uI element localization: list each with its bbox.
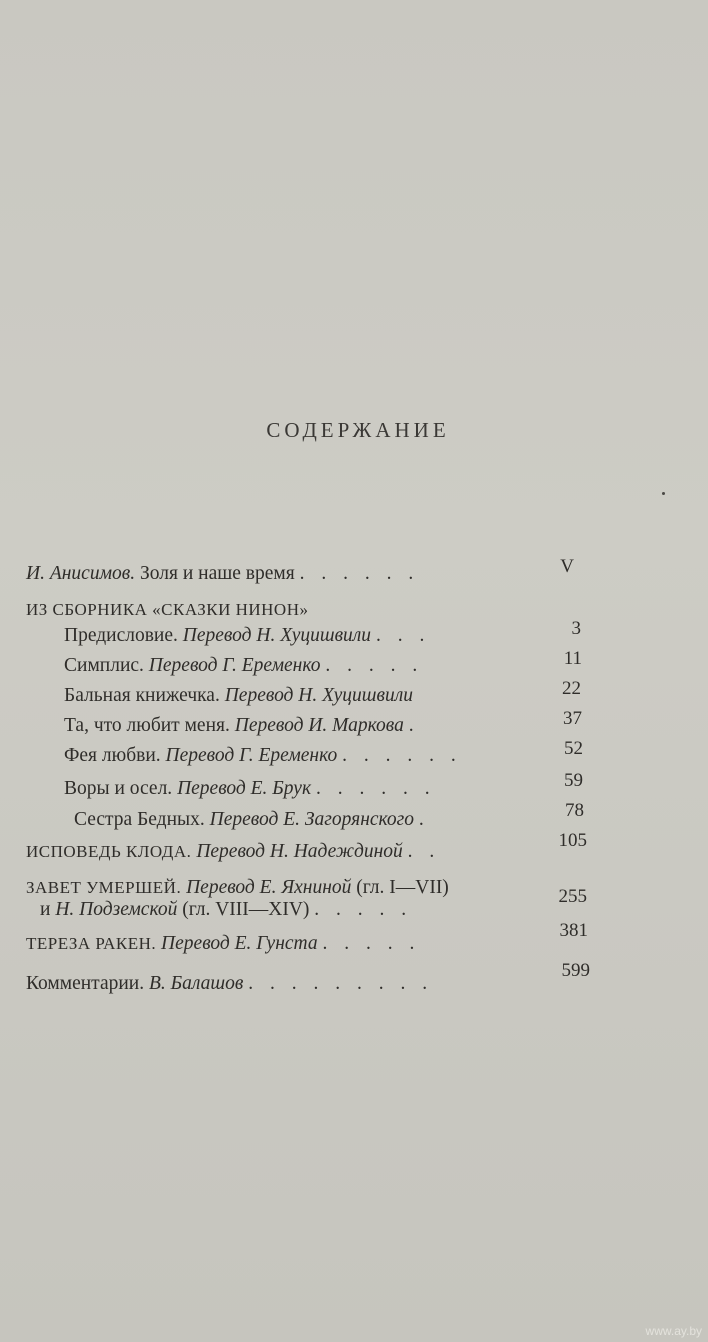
entry-page-number: 3	[571, 618, 581, 639]
entry-leader-dots: . . . . . .	[299, 563, 420, 584]
entry-leader-dots: . . . . . .	[342, 745, 462, 766]
entry-translator: Перевод И. Маркова	[234, 715, 404, 736]
entry-translator: Перевод Н. Хуцишвили	[224, 685, 413, 706]
entry-page-number: 255	[558, 886, 587, 907]
entry-page-number: 37	[563, 708, 582, 729]
entry-title: Симплис.	[64, 655, 144, 676]
toc-entry	[64, 624, 430, 648]
entry-title: Та, что любит меня.	[64, 715, 230, 736]
toc-entry	[26, 840, 440, 864]
entry-chapters: (гл. VIII—XIV)	[182, 899, 310, 920]
entry-title: Комментарии.	[26, 973, 145, 994]
entry-author: И. Анисимов.	[26, 563, 136, 584]
entry-translator: Перевод Н. Надеждиной	[196, 841, 403, 862]
entry-leader-dots: .	[418, 809, 430, 830]
entry-leader-dots: . . . . .	[314, 899, 413, 920]
entry-page-number: 59	[564, 770, 583, 791]
entry-page-number: V	[560, 556, 574, 577]
paper-speck	[662, 492, 665, 495]
watermark: www.ay.by	[645, 1324, 702, 1338]
entry-translator: Перевод Е. Гунста	[161, 933, 318, 954]
toc-entry	[64, 684, 413, 708]
toc-entry	[26, 932, 420, 956]
entry-page-number: 78	[565, 800, 584, 821]
entry-page-number: 52	[564, 738, 583, 759]
entry-leader-dots: . .	[407, 841, 441, 862]
toc-entry	[64, 654, 423, 678]
entry-leader-dots: . . . . . . . . .	[248, 973, 434, 994]
entry-translator: Н. Подземской	[55, 899, 178, 920]
toc-entry-continuation	[40, 898, 412, 922]
entry-leader-dots: . . .	[375, 625, 431, 646]
entry-translator: Перевод Г. Еременко	[148, 655, 321, 676]
entry-title: ИСПОВЕДЬ КЛОДА.	[26, 842, 192, 861]
entry-leader-dots: .	[408, 715, 420, 736]
page-title: СОДЕРЖАНИЕ	[266, 418, 450, 442]
entry-title: Бальная книжечка.	[64, 685, 220, 706]
entry-translator: В. Балашов	[148, 973, 244, 994]
entry-page-number: 381	[559, 920, 588, 941]
entry-title: ТЕРЕЗА РАКЕН.	[26, 934, 157, 953]
entry-title: Воры и осел.	[64, 778, 173, 799]
entry-page-number: 22	[562, 678, 581, 699]
entry-title: и	[40, 899, 51, 920]
entry-leader-dots: . . . . .	[325, 655, 424, 676]
entry-translator: Перевод Е. Загорянского	[209, 809, 415, 830]
entry-leader-dots: . . . . . .	[315, 778, 436, 799]
toc-entry	[64, 777, 436, 801]
toc-entry	[26, 972, 433, 996]
entry-translator: Перевод Н. Хуцишвили	[182, 625, 372, 646]
toc-entry	[74, 808, 430, 832]
toc-entry	[64, 744, 462, 768]
entry-translator: Перевод Г. Еременко	[165, 745, 338, 766]
entry-title: Золя и наше время	[139, 563, 295, 584]
entry-page-number: 599	[561, 960, 590, 981]
toc-section-heading: ИЗ СБОРНИКА «СКАЗКИ НИНОН»	[26, 600, 309, 619]
entry-page-number: 105	[558, 830, 587, 851]
entry-translator: Перевод Е. Яхниной	[186, 877, 352, 898]
entry-page-number: 11	[563, 648, 582, 669]
entry-title: Сестра Бедных.	[74, 809, 205, 830]
entry-title: Предисловие.	[64, 625, 178, 646]
toc-entry-introduction	[26, 562, 419, 586]
entry-title: Фея любви.	[64, 745, 161, 766]
entry-chapters: (гл. I—VII)	[356, 877, 449, 898]
entry-title: ЗАВЕТ УМЕРШЕЙ.	[26, 878, 182, 897]
entry-leader-dots: . . . . .	[322, 933, 421, 954]
toc-entry	[64, 714, 420, 738]
toc-entry	[26, 876, 449, 900]
entry-translator: Перевод Е. Брук	[177, 778, 312, 799]
